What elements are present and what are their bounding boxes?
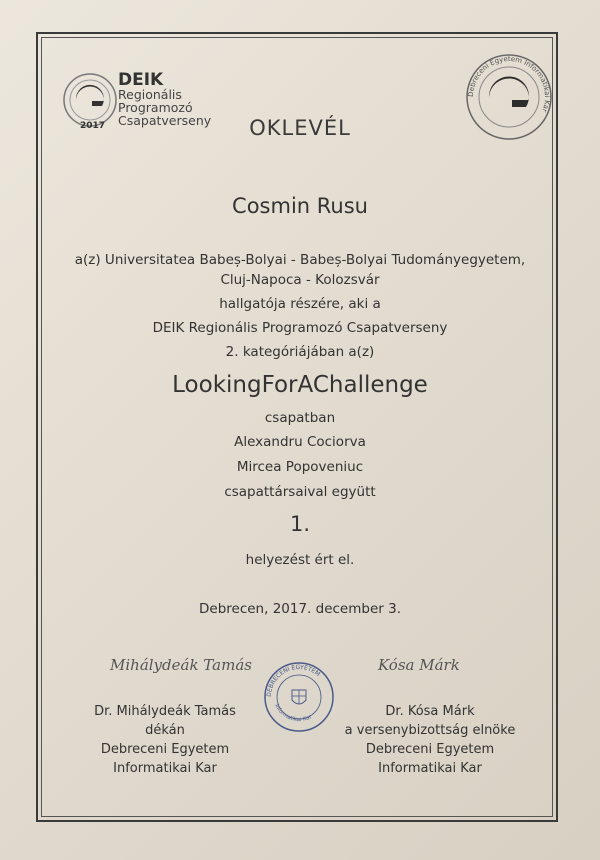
left-signatory	[70, 702, 260, 778]
stamp-text-top: DEBRECENI EGYETEM	[265, 663, 322, 698]
logo-year: 2017	[80, 121, 106, 131]
right-role: a versenybizottság elnöke	[344, 723, 516, 738]
institution-line2: Cluj-Napoca - Kolozsvár	[220, 272, 380, 288]
category-text: 2. kategóriájában a(z)	[225, 344, 375, 360]
svg-text:Informatikai Kar	[273, 703, 313, 723]
competition-name: DEIK Regionális Programozó Csapatverseny	[152, 320, 448, 336]
seal-right-text: Debreceni Egyetem Informatikai Kar	[466, 54, 552, 114]
left-signature: Mihálydeák Tamás	[110, 656, 252, 674]
institution-line1: a(z) Universitatea Babeș-Bolyai - Babeș-Bolyai Tudományegyetem,	[74, 252, 526, 268]
right-name: Dr. Kósa Márk	[385, 704, 475, 719]
stamp-text-bottom: Informatikai Kar	[273, 703, 313, 724]
members-text: csapattársaival együtt	[224, 484, 376, 500]
left-org1: Debreceni Egyetem	[100, 742, 230, 757]
left-org2: Informatikai Kar	[113, 761, 217, 776]
team-name: LookingForAChallenge	[172, 372, 428, 398]
placement-text: helyezést ért el.	[245, 552, 355, 568]
member-1: Alexandru Cociorva	[234, 434, 366, 450]
left-name: Dr. Mihálydeák Tamás	[94, 704, 236, 719]
logo-line1: Regionális	[118, 87, 182, 102]
date-place: Debrecen, 2017. december 3.	[199, 601, 401, 617]
team-text: csapatban	[264, 410, 336, 426]
logo-line2: Programozó	[118, 100, 193, 115]
logo-line3: Csapatverseny	[118, 113, 212, 128]
recipient-name: Cosmin Rusu	[232, 194, 368, 218]
university-stamp-icon	[262, 660, 336, 734]
logo-deik: DEIK	[118, 70, 164, 90]
student-text: hallgatója részére, aki a	[219, 296, 381, 312]
right-signature: Kósa Márk	[378, 656, 460, 674]
diploma-title: OKLEVÉL	[249, 116, 351, 140]
placement: 1.	[289, 512, 311, 536]
right-org2: Informatikai Kar	[378, 761, 482, 776]
right-signatory	[330, 702, 530, 778]
right-org1: Debreceni Egyetem	[365, 742, 495, 757]
member-2: Mircea Popoveniuc	[236, 459, 364, 475]
left-role: dékán	[145, 723, 185, 738]
